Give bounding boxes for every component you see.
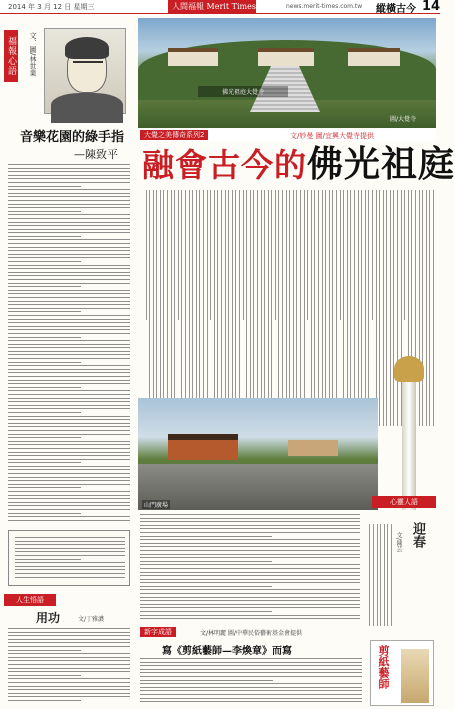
article-title-2: 用功: [36, 611, 61, 625]
book-tag: 新字成語: [140, 627, 176, 637]
series-bar: [138, 129, 436, 141]
side-body: [364, 524, 392, 626]
author-note-text: [15, 537, 125, 581]
photo-caption: 佛光祖庭大覺寺: [198, 86, 288, 97]
left-column: [4, 18, 134, 706]
article-body-2: [8, 628, 130, 704]
side-column-tag: 心靈人語: [372, 496, 436, 508]
series-byline: 文/妙曼 圖/宜興大覺寺提供: [290, 132, 374, 140]
book-body: [140, 658, 362, 706]
author-note-box: [8, 530, 130, 586]
book-cover-image: [370, 640, 434, 706]
author-portrait: [44, 28, 126, 114]
page-number: 14: [422, 0, 441, 14]
temple-photo: [138, 18, 436, 128]
issue-date: 2014 年 3 月 12 日 星期三: [8, 3, 95, 11]
gate-photo: [138, 398, 378, 510]
main-feature: [138, 18, 455, 706]
feature-body-horizontal: [140, 514, 360, 624]
pillar-photo: [388, 356, 430, 510]
column-tag: 福報心語: [4, 30, 18, 82]
book-byline: 文/林明麗 圖/中華民俗藝術基金會提供: [200, 630, 302, 637]
page-header: [0, 0, 440, 14]
site-url[interactable]: news.merit-times.com.tw: [286, 3, 363, 10]
photo-credit: 圖/大覺寺: [390, 116, 417, 123]
feature-headline: [142, 142, 455, 186]
article-body: [8, 164, 130, 526]
article-title: 音樂花園的綠手指: [20, 130, 125, 145]
book-bar: [138, 626, 436, 638]
article-author-2: 文/丁雅濃: [78, 616, 105, 623]
headline-part-b: 佛光祖庭: [307, 143, 455, 185]
series-tag: 大覺之美傳奇系列2: [140, 130, 208, 140]
side-title: 迎春: [410, 522, 425, 548]
article-byline: —陳致平: [74, 148, 118, 161]
side-author: 文/陳芸: [395, 532, 402, 553]
photo2-caption: 山門廣場: [144, 502, 169, 509]
column-tag-2: 人生悟語: [4, 594, 56, 606]
headline-part-a: 融會古今的: [142, 146, 308, 184]
column-author: 文、圖/林世業: [29, 32, 37, 77]
book-brand: 剪紙藝師: [377, 645, 390, 689]
newspaper-logo[interactable]: 人間福報 Merit Times: [168, 0, 256, 13]
book-title: 寫《剪紙藝師—李煥章》而寫: [162, 646, 292, 657]
section-name: 縱橫古今: [376, 4, 416, 15]
